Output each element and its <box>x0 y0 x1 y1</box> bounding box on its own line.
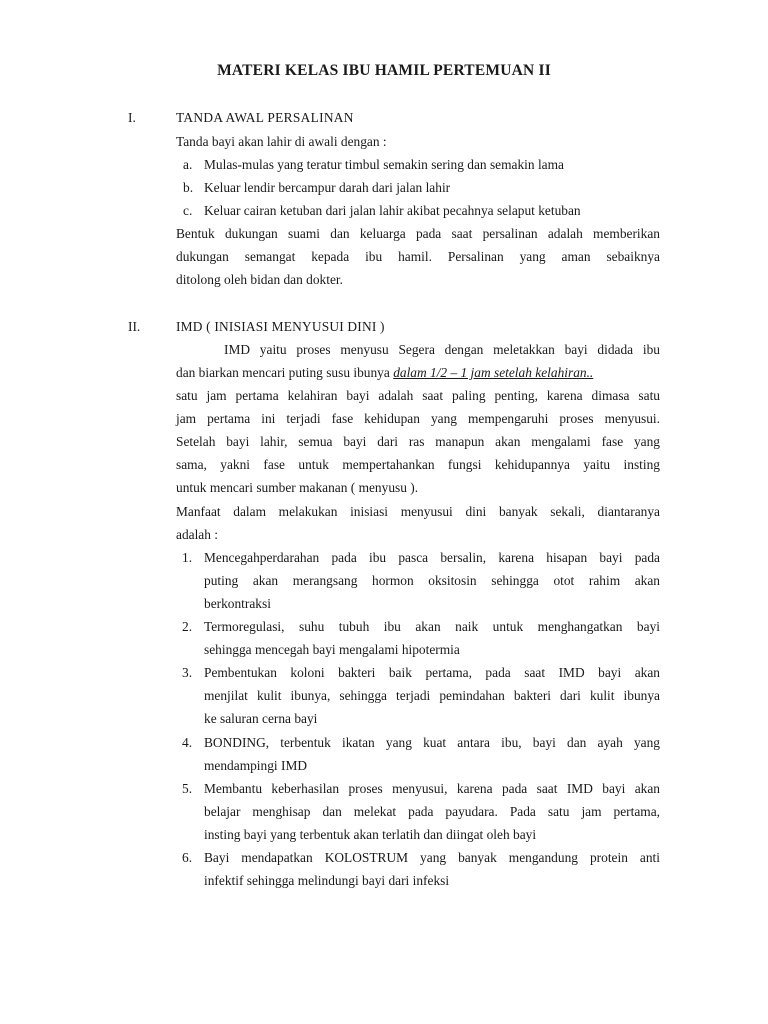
paragraph-line: Setelah bayi lahir, semua bayi dari ras manapun akan mengalami fase yang <box>176 434 660 449</box>
list-item-line: mendampingi IMD <box>204 758 308 773</box>
paragraph-line <box>176 361 660 384</box>
list-marker: 4. <box>182 735 193 750</box>
list-item-line: Termoregulasi, suhu tubuh ibu akan naik untuk menghangatkan bayi <box>204 619 660 634</box>
list-item <box>204 731 660 777</box>
list-marker: 1. <box>182 550 193 565</box>
list-item-line: berkontraksi <box>204 596 271 611</box>
list-item-line: sehingga mencegah bayi mengalami hipotermia <box>204 642 460 657</box>
paragraph-line: Manfaat dalam melakukan inisiasi menyusui dini banyak sekali, diantaranya <box>176 504 660 519</box>
paragraph-line: jam pertama ini terjadi fase kehidupan yang mempengaruhi proses menyusui. <box>176 411 660 426</box>
list-item-line: Bayi mendapatkan KOLOSTRUM yang banyak mengandung protein anti <box>204 850 660 865</box>
list-item-line: Membantu keberhasilan proses menyusui, karena pada saat IMD bayi akan <box>204 781 660 796</box>
paragraph-line: dukungan semangat kepada ibu hamil. Persalinan yang aman sebaiknya <box>176 249 660 264</box>
page-title: MATERI KELAS IBU HAMIL PERTEMUAN II <box>217 62 551 79</box>
list-item: Keluar lendir bercampur darah dari jalan lahir <box>204 180 451 195</box>
paragraph-line: ditolong oleh bidan dan dokter. <box>176 272 343 287</box>
list-item: Keluar cairan ketuban dari jalan lahir akibat pecahnya selaput ketuban <box>204 203 581 218</box>
list-marker: 2. <box>182 619 193 634</box>
list-marker: 6. <box>182 850 193 865</box>
list-item-line: infektif sehingga melindungi bayi dari infeksi <box>204 873 450 888</box>
paragraph-text: dan biarkan mencari puting susu ibunya <box>176 365 394 380</box>
list-item-line: Mencegahperdarahan pada ibu pasca bersalin, karena hisapan bayi pada <box>204 550 660 565</box>
list-item <box>204 546 660 615</box>
paragraph-line: untuk mencari sumber makanan ( menyusu ). <box>176 480 419 495</box>
list-item-line: puting akan merangsang hormon oksitosin sehingga otot rahim akan <box>204 573 660 588</box>
list-item <box>204 661 660 730</box>
list-item <box>204 777 660 846</box>
list-item <box>204 615 660 661</box>
section-1-number: I. <box>128 110 136 125</box>
list-marker: 5. <box>182 781 193 796</box>
list-item-line: belajar menghisap dan melekat pada payudara. Pada satu jam pertama, <box>204 804 660 819</box>
list-marker: b. <box>183 180 194 195</box>
list-item-line: insting bayi yang terbentuk akan terlatih dan diingat oleh bayi <box>204 827 537 842</box>
list-marker: c. <box>183 203 193 218</box>
list-item-line: menjilat kulit ibunya, sehingga terjadi pemindahan bakteri dari kulit ibunya <box>204 688 660 703</box>
paragraph-line: satu jam pertama kelahiran bayi adalah saat paling penting, karena dimasa satu <box>176 388 660 403</box>
paragraph-line: sama, yakni fase untuk mempertahankan fungsi kehidupannya yaitu insting <box>176 457 660 472</box>
paragraph-line: Bentuk dukungan suami dan keluarga pada saat persalinan adalah memberikan <box>176 226 660 241</box>
paragraph-line: IMD yaitu proses menyusu Segera dengan meletakkan bayi didada ibu <box>224 342 660 357</box>
list-item-line: ke saluran cerna bayi <box>204 711 318 726</box>
list-marker: 3. <box>182 665 193 680</box>
section-2-heading: IMD ( INISIASI MENYUSUI DINI ) <box>176 319 385 334</box>
list-item-line: Pembentukan koloni bakteri baik pertama, pada saat IMD bayi akan <box>204 665 660 680</box>
emphasized-text: dalam 1/2 – 1 jam setelah kelahiran.. <box>393 365 594 380</box>
paragraph-line: adalah : <box>176 527 219 542</box>
list-item <box>204 846 660 892</box>
list-marker: a. <box>183 157 193 172</box>
section-2-paragraph-1 <box>176 338 660 499</box>
section-1-heading: TANDA AWAL PERSALINAN <box>176 110 354 125</box>
section-2-paragraph-2 <box>176 500 660 546</box>
list-item-line: BONDING, terbentuk ikatan yang kuat antara ibu, bayi dan ayah yang <box>204 735 660 750</box>
section-1-intro: Tanda bayi akan lahir di awali dengan : <box>176 134 387 149</box>
section-1-paragraph <box>176 222 660 291</box>
list-item: Mulas-mulas yang teratur timbul semakin sering dan semakin lama <box>204 157 564 172</box>
section-2-number: II. <box>128 319 141 334</box>
